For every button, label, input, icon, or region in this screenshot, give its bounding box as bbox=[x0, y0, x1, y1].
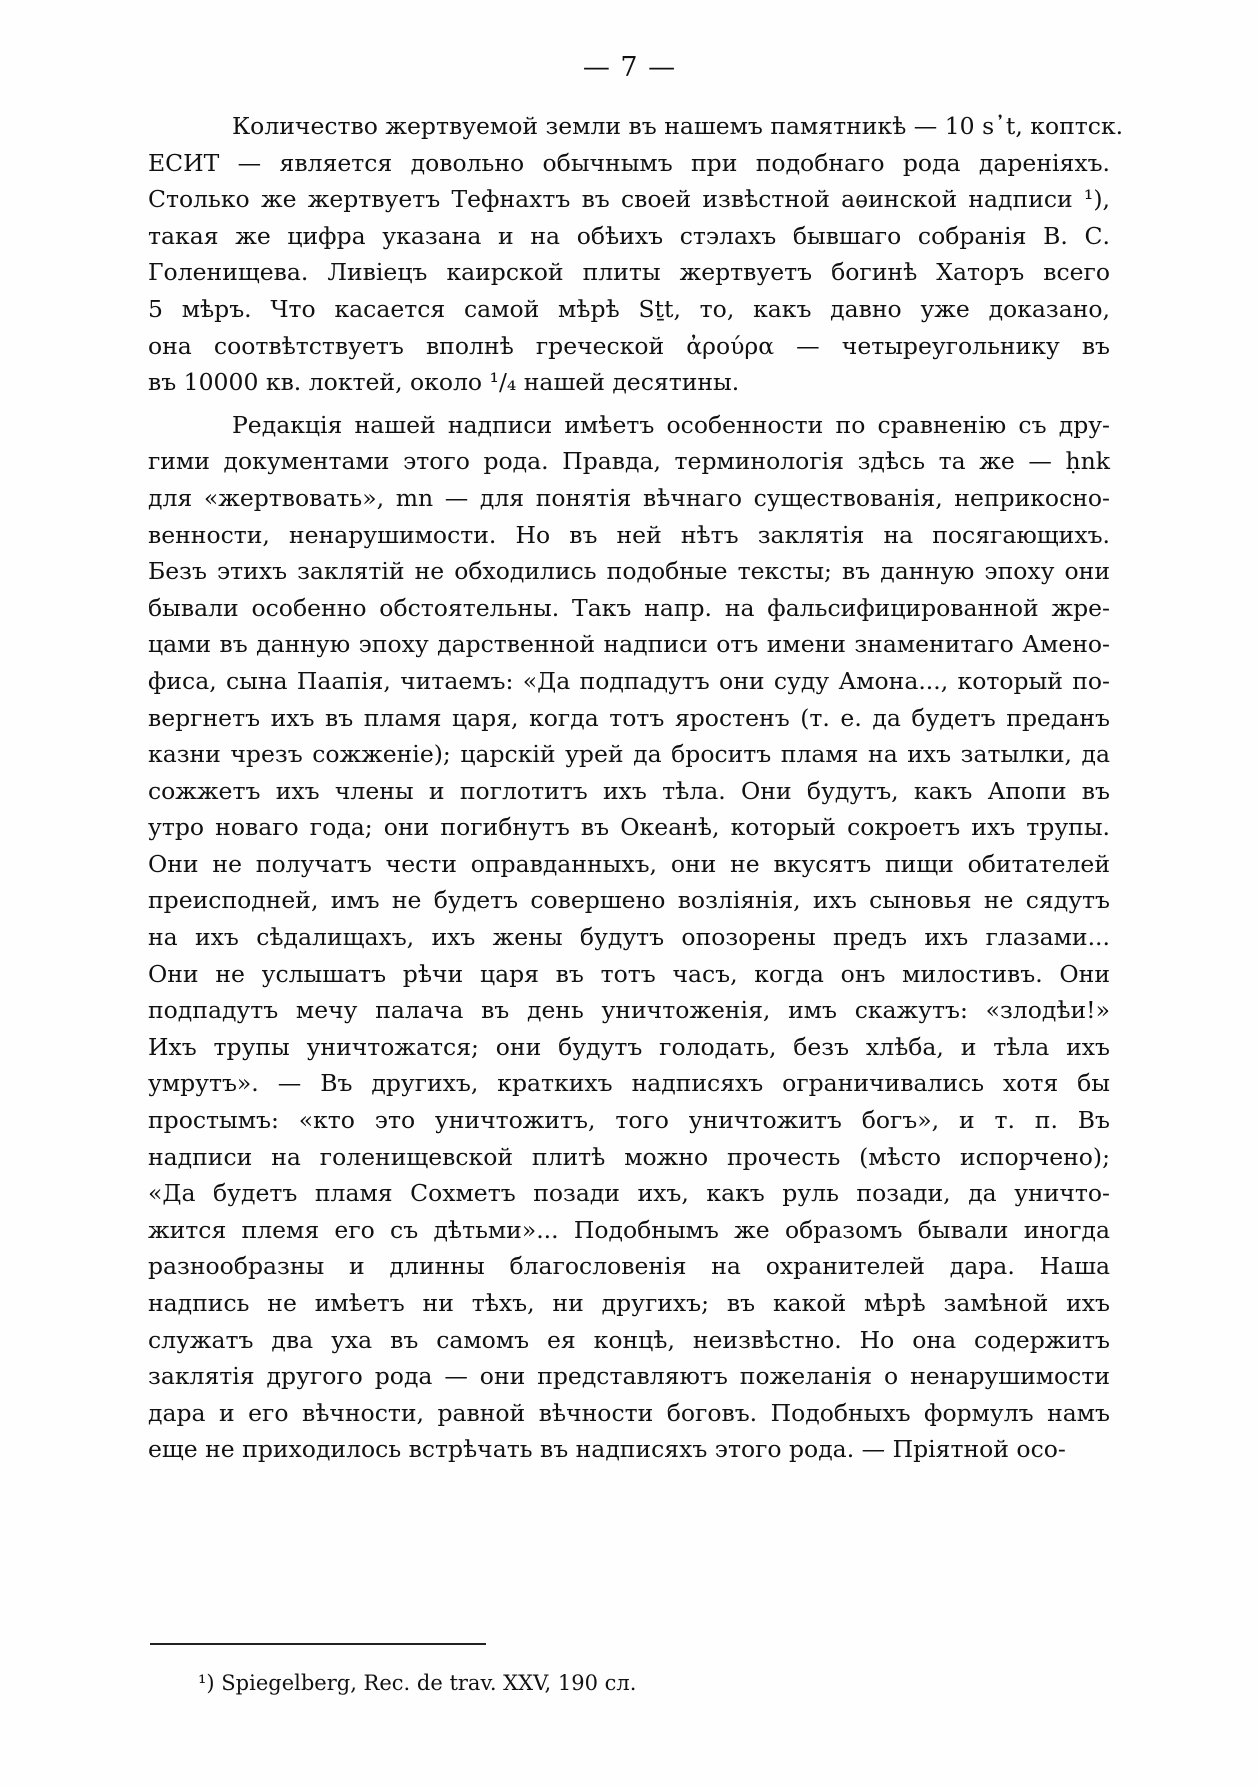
body-text bbox=[148, 108, 1124, 1468]
text-line: въ 10000 кв. локтей, около ¹/₄ нашей десятины. bbox=[148, 368, 740, 397]
text-line: вергнетъ ихъ въ пламя царя, когда тотъ яростенъ (т. е. да будетъ преданъ bbox=[148, 703, 1110, 732]
text-line: Они не услышатъ рѣчи царя въ тотъ часъ, когда онъ милостивъ. Они bbox=[148, 959, 1110, 988]
text-line: простымъ: «кто это уничтожитъ, того уничтожитъ богъ», и т. п. Въ bbox=[148, 1106, 1110, 1135]
text-line: 5 мѣръ. Что касается самой мѣрѣ Sṯt, то, какъ давно уже доказано, bbox=[148, 294, 1110, 323]
text-line: подпадутъ мечу палача въ день уничтоженія, имъ скажутъ: «злодѣи!» bbox=[148, 996, 1110, 1025]
text-line: сожжетъ ихъ члены и поглотитъ ихъ тѣла. Они будутъ, какъ Апопи въ bbox=[148, 776, 1110, 805]
text-line: она соотвѣтствуетъ вполнѣ греческой ἀρούρα — четыреугольнику въ bbox=[148, 331, 1110, 360]
text-line: дара и его вѣчности, равной вѣчности боговъ. Подобныхъ формулъ намъ bbox=[148, 1398, 1110, 1427]
text-line: венности, ненарушимости. Но въ ней нѣтъ заклятія на посягающихъ. bbox=[148, 520, 1110, 549]
text-line: такая же цифра указана и на обѣихъ стэлахъ бывшаго собранія В. С. bbox=[148, 221, 1110, 250]
footnote: ¹) Spiegelberg, Rec. de trav. XXV, 190 сл. bbox=[198, 1671, 637, 1695]
text-line: еще не приходилось встрѣчать въ надписяхъ этого рода. — Пріятной осо- bbox=[148, 1435, 1066, 1464]
text-line: Редакція нашей надписи имѣетъ особенности по сравненію съ дру- bbox=[232, 410, 1110, 439]
text-line: фиса, сына Паапія, читаемъ: «Да подпадутъ они суду Амона..., который по- bbox=[148, 666, 1110, 695]
text-line: «Да будетъ пламя Сохметъ позади ихъ, какъ руль позади, да уничто- bbox=[148, 1179, 1110, 1208]
text-line: надписи на голенищевской плитѣ можно прочесть (мѣсто испорчено); bbox=[148, 1142, 1110, 1171]
footnote-divider bbox=[150, 1643, 486, 1645]
text-line: для «жертвовать», mn — для понятія вѣчнаго существованія, неприкосно- bbox=[148, 483, 1110, 512]
text-line: цами въ данную эпоху дарственной надписи отъ имени знаменитаго Амено- bbox=[148, 630, 1110, 659]
text-line: на ихъ сѣдалищахъ, ихъ жены будутъ опозорены предъ ихъ глазами... bbox=[148, 923, 1110, 952]
text-line: казни чрезъ сожженіе); царскій урей да броситъ пламя на ихъ затылки, да bbox=[148, 740, 1110, 769]
page-number: — 7 — bbox=[582, 52, 677, 83]
text-line: Столько же жертвуетъ Тефнахтъ въ своей извѣстной аѳинской надписи ¹), bbox=[148, 185, 1110, 214]
text-line: Они не получатъ чести оправданныхъ, они не вкусятъ пищи обитателей bbox=[148, 849, 1110, 878]
text-line: служатъ два уха въ самомъ ея концѣ, неизвѣстно. Но она содержитъ bbox=[148, 1325, 1110, 1354]
text-line: преисподней, имъ не будетъ совершено возліянія, ихъ сыновья не сядутъ bbox=[148, 886, 1110, 915]
text-line: гими документами этого рода. Правда, терминологія здѣсь та же — ḥnk bbox=[148, 447, 1110, 476]
text-line: утро новаго года; они погибнутъ въ Океанѣ, который сокроетъ ихъ трупы. bbox=[148, 813, 1110, 842]
text-line: надпись не имѣетъ ни тѣхъ, ни другихъ; въ какой мѣрѣ замѣной ихъ bbox=[148, 1289, 1110, 1317]
text-line: Голенищева. Ливіецъ каирской плиты жертвуетъ богинѣ Хаторъ всего bbox=[148, 258, 1110, 287]
text-line: ЕСИТ — является довольно обычнымъ при подобнаго рода дареніяхъ. bbox=[148, 148, 1110, 177]
text-line: разнообразны и длинны благословенія на охранителей дара. Наша bbox=[148, 1252, 1110, 1281]
text-line: бывали особенно обстоятельны. Такъ напр. на фальсифицированной жре- bbox=[148, 593, 1110, 622]
paragraph-1 bbox=[148, 108, 1124, 401]
text-line: Количество жертвуемой земли въ нашемъ памятникѣ — 10 s᾽t, коптск. bbox=[232, 112, 1124, 140]
text-line: заклятія другого рода — они представляютъ пожеланія о ненарушимости bbox=[148, 1362, 1110, 1391]
text-line: Безъ этихъ заклятій не обходились подобные тексты; въ данную эпоху они bbox=[148, 557, 1110, 586]
text-line: жится племя его съ дѣтьми»... Подобнымъ же образомъ бывали иногда bbox=[148, 1215, 1110, 1244]
paragraph-2 bbox=[148, 407, 1110, 1468]
text-line: умрутъ». — Въ другихъ, краткихъ надписяхъ ограничивались хотя бы bbox=[148, 1069, 1110, 1098]
text-line: Ихъ трупы уничтожатся; они будутъ голодать, безъ хлѣба, и тѣла ихъ bbox=[148, 1032, 1110, 1061]
